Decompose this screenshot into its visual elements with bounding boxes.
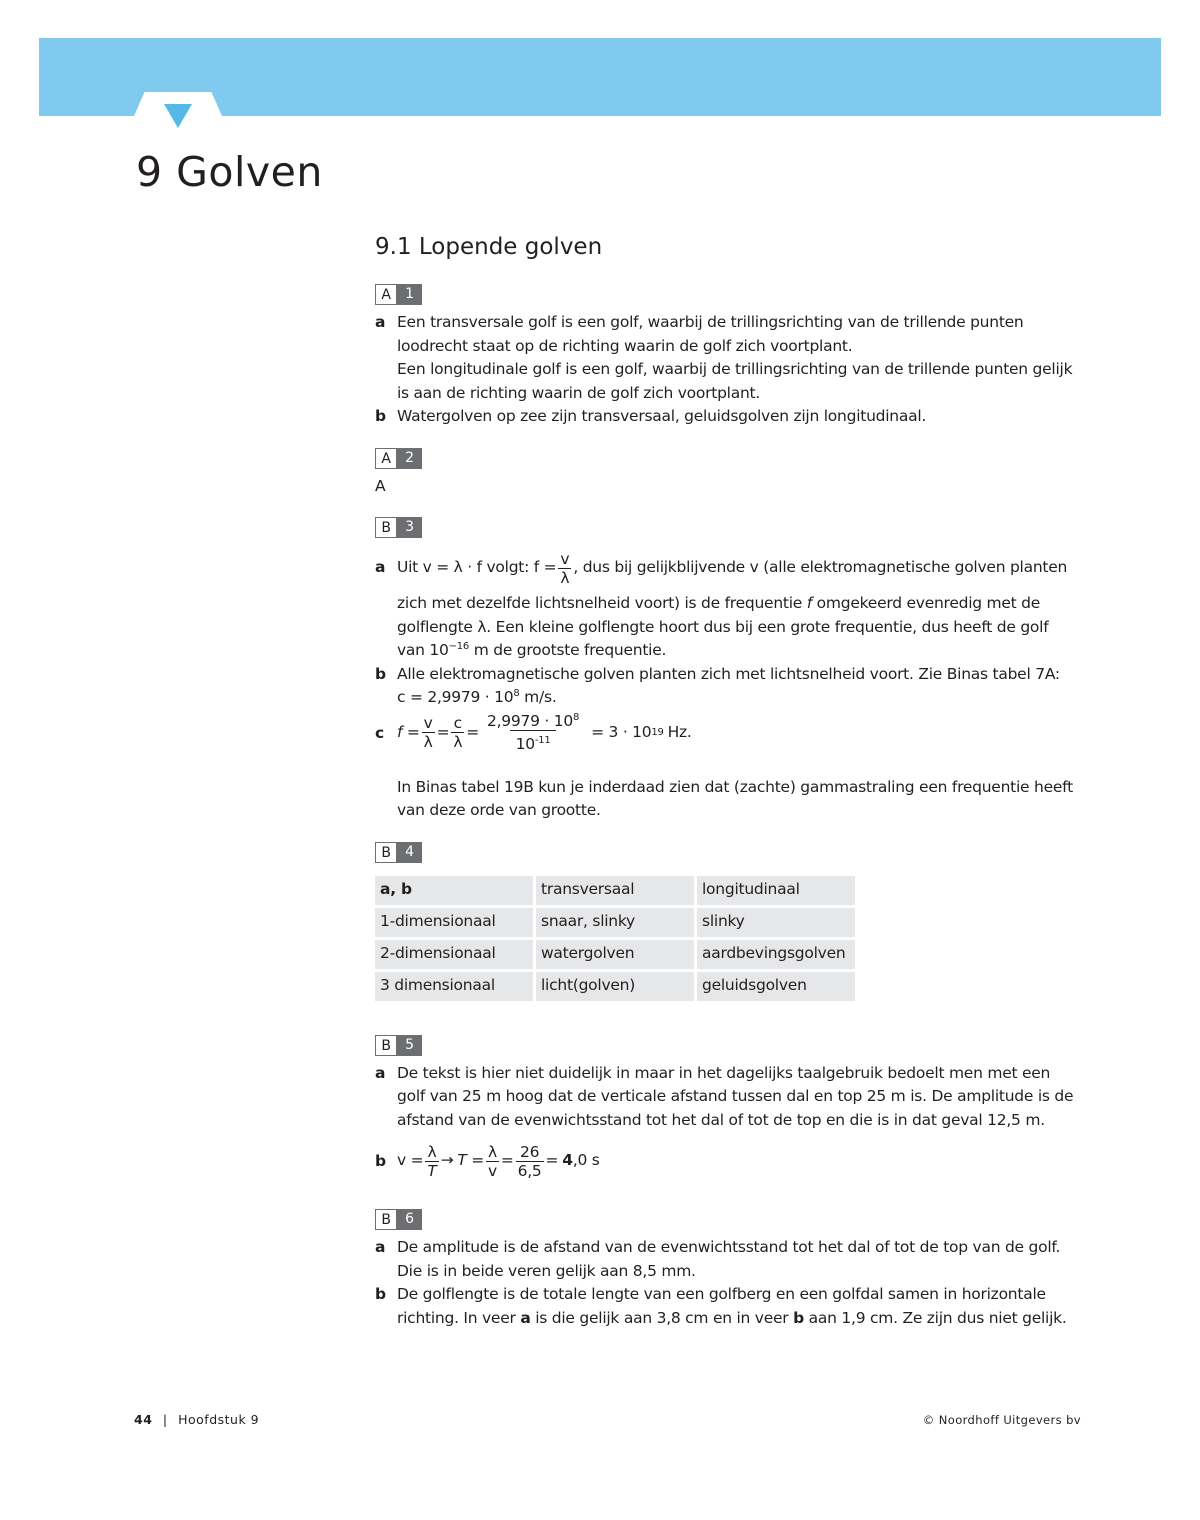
- formula-text: f =: [397, 722, 420, 741]
- formula-line: [397, 544, 1075, 592]
- text-run: omgekeerd evenredig met de golflengte λ. Een kleine golflengte hoort dus bij een grote frequentie, dus heeft de golf van 10: [397, 594, 1049, 659]
- question-5: [375, 1034, 1075, 1185]
- denominator: [510, 730, 557, 753]
- table-cell: 3 dimensionaal: [375, 972, 533, 1001]
- denominator: T: [427, 1161, 437, 1180]
- denominator: v: [487, 1161, 497, 1180]
- numerator: v: [423, 714, 433, 732]
- text-run: zich met dezelfde lichtsnelheid voort) is de frequentie: [397, 594, 803, 612]
- answer-b: [375, 405, 1075, 429]
- question-1: [375, 283, 1075, 429]
- question-6: [375, 1208, 1075, 1330]
- question-badge: [375, 1035, 422, 1056]
- answer-text: [397, 1283, 1075, 1330]
- table-header-cell: a, b: [375, 876, 533, 905]
- fraction: [451, 714, 464, 751]
- answer-letter: b: [375, 407, 386, 425]
- denominator: λ: [560, 568, 570, 587]
- level-label: B: [375, 842, 397, 863]
- formula-text: T =: [457, 1151, 484, 1170]
- arrow-icon: →: [440, 1151, 454, 1170]
- question-number: 2: [397, 448, 422, 469]
- answer-letter: b: [375, 1152, 386, 1170]
- answer-text: [397, 592, 1075, 663]
- table-row: [375, 908, 855, 937]
- exponent: 8: [513, 687, 520, 699]
- text-run: aan 1,9 cm. Ze zijn dus niet gelijk.: [808, 1308, 1067, 1327]
- question-4: [375, 841, 1075, 1004]
- question-number: 5: [397, 1035, 422, 1056]
- level-label: A: [375, 448, 397, 469]
- denominator: 6,5: [517, 1161, 542, 1180]
- answer-letter: a: [375, 558, 386, 576]
- numerator: [481, 712, 585, 730]
- answer-text: Een transversale golf is een golf, waarbij de trillingsrichting van de trillende punten loodrecht staat op de richting waarin de golf zich voortplant.: [397, 313, 1024, 355]
- chevron-down-icon: [164, 104, 192, 128]
- question-badge: [375, 1209, 422, 1230]
- exponent: −16: [448, 640, 470, 652]
- answer-a: [375, 1236, 1075, 1283]
- question-3: [375, 516, 1075, 823]
- numerator: 26: [519, 1142, 540, 1161]
- table-cell: snaar, slinky: [536, 908, 694, 937]
- equals-sign: =: [436, 722, 450, 741]
- fraction: [425, 1143, 438, 1180]
- unit: Hz.: [667, 722, 692, 741]
- question-badge: [375, 842, 422, 863]
- formula-text: , dus bij gelijkblijvende v (alle elektromagnetische golven planten: [573, 558, 1068, 577]
- question-2: [375, 447, 1075, 499]
- text-run: is die gelijk aan 3,8 cm en in veer: [535, 1308, 789, 1327]
- question-number: 4: [397, 842, 422, 863]
- denominator: λ: [423, 733, 433, 751]
- footer-separator: |: [162, 1412, 168, 1427]
- question-number: 1: [397, 284, 422, 305]
- text-run: m de grootste frequentie.: [473, 641, 667, 659]
- table-row: [375, 940, 855, 969]
- numerator: λ: [487, 1142, 497, 1161]
- equals-sign: =: [545, 1151, 559, 1170]
- table-cell: aardbevingsgolven: [697, 940, 855, 969]
- footer-left: [134, 1412, 259, 1427]
- table-cell: geluidsgolven: [697, 972, 855, 1001]
- formula-line: f = $\frac{v}{\lambda}$ = $\frac{c}{\lambda}$ = $\frac{2,9979 \cdot 10^8}{10^{-11}}$ = 3 · 10 19 Hz.: [397, 711, 692, 753]
- answer-letter: a: [375, 1063, 386, 1082]
- answer-a: [375, 1062, 1075, 1133]
- answers-content: [375, 283, 1075, 1348]
- numerator: c: [453, 714, 462, 732]
- chapter-label: Hoofdstuk 9: [178, 1412, 260, 1427]
- formula-line: [397, 1138, 1075, 1184]
- answer-letter: a: [375, 1238, 386, 1256]
- section-title: 9.1 Lopende golven: [375, 234, 603, 260]
- answer-text: A: [375, 476, 386, 495]
- denominator-text: 10: [515, 735, 535, 753]
- numerator: λ: [427, 1142, 437, 1161]
- level-label: B: [375, 1035, 397, 1056]
- exponent: -11: [534, 734, 551, 746]
- table-cell: licht(golven): [536, 972, 694, 1001]
- result-value: 4: [562, 1151, 573, 1170]
- table-row: [375, 972, 855, 1001]
- answer-letter: c: [375, 723, 384, 742]
- answer-text: Alle elektromagnetische golven planten zich met lichtsnelheid voort. Zie Binas tabel 7A:: [397, 664, 1060, 683]
- answer-letter: a: [375, 313, 386, 331]
- formula-text: v =: [397, 1151, 424, 1170]
- table-header-cell: longitudinaal: [697, 876, 855, 905]
- question-badge: [375, 517, 422, 538]
- table-header-row: [375, 876, 855, 905]
- numerator: v: [560, 549, 570, 568]
- table-header-cell: transversaal: [536, 876, 694, 905]
- answer-b: [375, 1283, 1075, 1330]
- answer-table: [372, 873, 858, 1004]
- formula-line: [397, 686, 1075, 710]
- fraction: [516, 1143, 544, 1180]
- copyright: © Noordhoff Uitgevers bv: [922, 1413, 1081, 1427]
- formula-result: = 3 · 10: [591, 722, 652, 741]
- text-run-bold: a: [520, 1308, 531, 1327]
- level-label: B: [375, 1209, 397, 1230]
- answer-c: [375, 710, 1075, 823]
- answer-text: Een longitudinale golf is een golf, waarbij de trillingsrichting van de trillende punten gelijk is aan de richting waarin de golf zich voortplant.: [397, 360, 1073, 402]
- text-run: De golflengte is de totale lengte van een golfberg en een golfdal samen in horizontale richting. In veer: [397, 1285, 1046, 1327]
- equals-sign: =: [466, 722, 479, 741]
- chapter-title: 9 Golven: [136, 148, 323, 196]
- page-number: 44: [134, 1412, 153, 1427]
- answer-b: [375, 1138, 1075, 1184]
- answer-text: De amplitude is de afstand van de evenwichtsstand tot het dal of tot de top van de golf. Die is in beide veren gelijk aan 8,5 mm.: [397, 1238, 1061, 1280]
- question-badge: [375, 448, 422, 469]
- formula-text: c = 2,9979 · 10: [397, 688, 514, 706]
- fraction: [422, 714, 435, 751]
- answer-a: [375, 544, 1075, 663]
- table-cell: 2-dimensionaal: [375, 940, 533, 969]
- answer-text: In Binas tabel 19B kun je inderdaad zien dat (zachte) gammastraling een frequentie heeft van deze orde van grootte.: [397, 777, 1073, 819]
- question-number: 3: [397, 517, 422, 538]
- symbol-f: f: [806, 594, 812, 612]
- denominator: λ: [453, 733, 463, 751]
- level-label: B: [375, 517, 397, 538]
- answer-text: De tekst is hier niet duidelijk in maar in het dagelijks taalgebruik bedoelt men met een golf van 25 m hoog dat de verticale afstand tussen dal en top 25 m is. De amplitude is de afstand van de evenwichtsstand tot het dal of tot de top en die is in dat geval 12,5 m.: [397, 1063, 1074, 1129]
- level-label: A: [375, 284, 397, 305]
- question-badge: [375, 284, 422, 305]
- fraction: [486, 1143, 499, 1180]
- table-cell: 1-dimensionaal: [375, 908, 533, 937]
- answer-letter: b: [375, 1285, 386, 1303]
- fraction: [558, 550, 571, 587]
- answer-a: [375, 311, 1075, 405]
- exponent: 8: [573, 711, 580, 723]
- table-cell: slinky: [697, 908, 855, 937]
- answer-text: Watergolven op zee zijn transversaal, geluidsgolven zijn longitudinaal.: [397, 407, 927, 425]
- formula-text: Uit v = λ · f volgt: f =: [397, 558, 557, 577]
- numerator-text: 2,9979 · 10: [487, 712, 573, 730]
- unit: m/s.: [524, 688, 557, 706]
- text-run-bold: b: [793, 1308, 804, 1327]
- answer-letter: b: [375, 664, 386, 683]
- question-number: 6: [397, 1209, 422, 1230]
- fraction: [481, 712, 585, 753]
- equals-sign: =: [500, 1151, 514, 1170]
- result-unit: ,0 s: [572, 1151, 600, 1170]
- table-cell: watergolven: [536, 940, 694, 969]
- answer-b: [375, 663, 1075, 710]
